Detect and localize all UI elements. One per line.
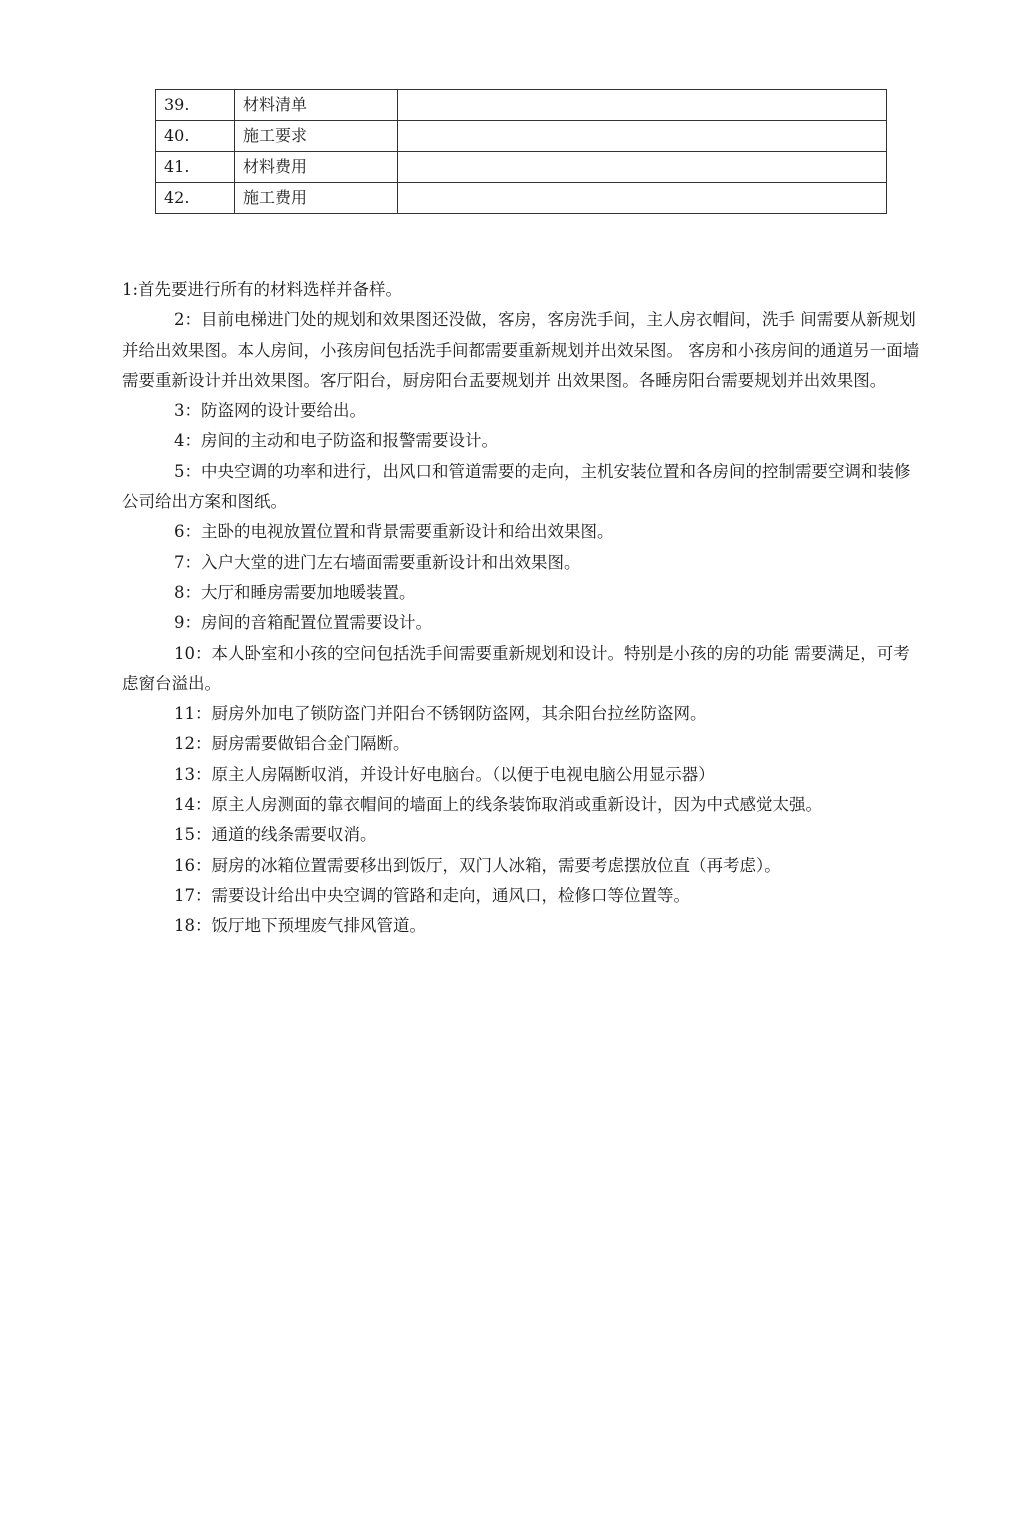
table-row <box>156 152 887 183</box>
table-row <box>156 121 887 152</box>
paragraph: 3：防盗网的设计要给出。 <box>174 401 366 421</box>
paragraph: 11：厨房外加电了锁防盗门并阳台不锈钢防盗网，其余阳台拉丝防盗网。 <box>174 704 707 724</box>
paragraph: 9：房间的音箱配置位置需要设计。 <box>174 613 432 633</box>
row-number: 42. <box>156 183 235 214</box>
paragraph: 12：厨房需要做铝合金门隔断。 <box>174 734 410 754</box>
paragraph: 2：目前电梯进门处的规划和效果图还没做，客房，客房洗手间，主人房衣帽间，洗手 间需要从新规划并给出效果图。本人房间，小孩房间包括洗手间都需要重新规划并出效呆图。 客房和小孩房间的通道另一面墙需要重新设计并出效果图。客厅阳台，厨房阳台盂要规划并 出效果图。各睡房阳台需要规划并出效果图。 <box>122 310 920 390</box>
row-value <box>398 121 887 152</box>
row-value <box>398 90 887 121</box>
paragraph: 14：原主人房测面的靠衣帽间的墙面上的线条装饰取消或重新设计，因为中式感觉太强。 <box>174 795 822 815</box>
requirements-list <box>122 275 922 942</box>
paragraph: 6：主卧的电视放置位置和背景需要重新设计和给出效果图。 <box>174 522 614 542</box>
row-number: 39. <box>156 90 235 121</box>
row-number: 40. <box>156 121 235 152</box>
row-item: 施工要求 <box>235 121 398 152</box>
table-row <box>156 183 887 214</box>
items-table <box>155 89 887 214</box>
row-number: 41. <box>156 152 235 183</box>
paragraph: 16：厨房的冰箱位置需要移出到饭厅，双门人冰箱，需要考虑摆放位直（再考虑）。 <box>174 855 781 875</box>
paragraph: 13：原主人房隔断収消，并设计好电脑台。（以便于电视电脑公用显示器） <box>174 764 715 784</box>
paragraph: 7：入户大堂的进门左右墙面需要重新设计和出效果图。 <box>174 552 581 572</box>
row-item: 施工费用 <box>235 183 398 214</box>
paragraph: 5：中央空调的功率和进行，出风口和管道需要的走向，主机安装位置和各房间的控制需要空调和装修公司给出方案和图纸。 <box>122 461 911 512</box>
row-item: 材料费用 <box>235 152 398 183</box>
paragraph: 1:首先要进行所有的材料选样并备样。 <box>122 280 403 299</box>
paragraph: 15：通道的线条需要収消。 <box>174 825 377 845</box>
paragraph: 17：需要设计给出中央空调的管路和走向，通风口，检修口等位置等。 <box>174 885 690 905</box>
paragraph: 4：房间的主动和电子防盗和报警需要设计。 <box>174 431 498 451</box>
paragraph: 8：大厅和睡房需要加地暖装置。 <box>174 582 416 602</box>
row-item: 材料清单 <box>235 90 398 121</box>
paragraph: 10：本人卧室和小孩的空问包括洗手间需要重新规划和设计。特别是小孩的房的功能 需要满足，可考虑窗台溢出。 <box>122 643 910 693</box>
row-value <box>398 183 887 214</box>
table-row <box>156 90 887 121</box>
paragraph: 18：饭厅地下预埋废气排风管道。 <box>174 916 426 936</box>
row-value <box>398 152 887 183</box>
